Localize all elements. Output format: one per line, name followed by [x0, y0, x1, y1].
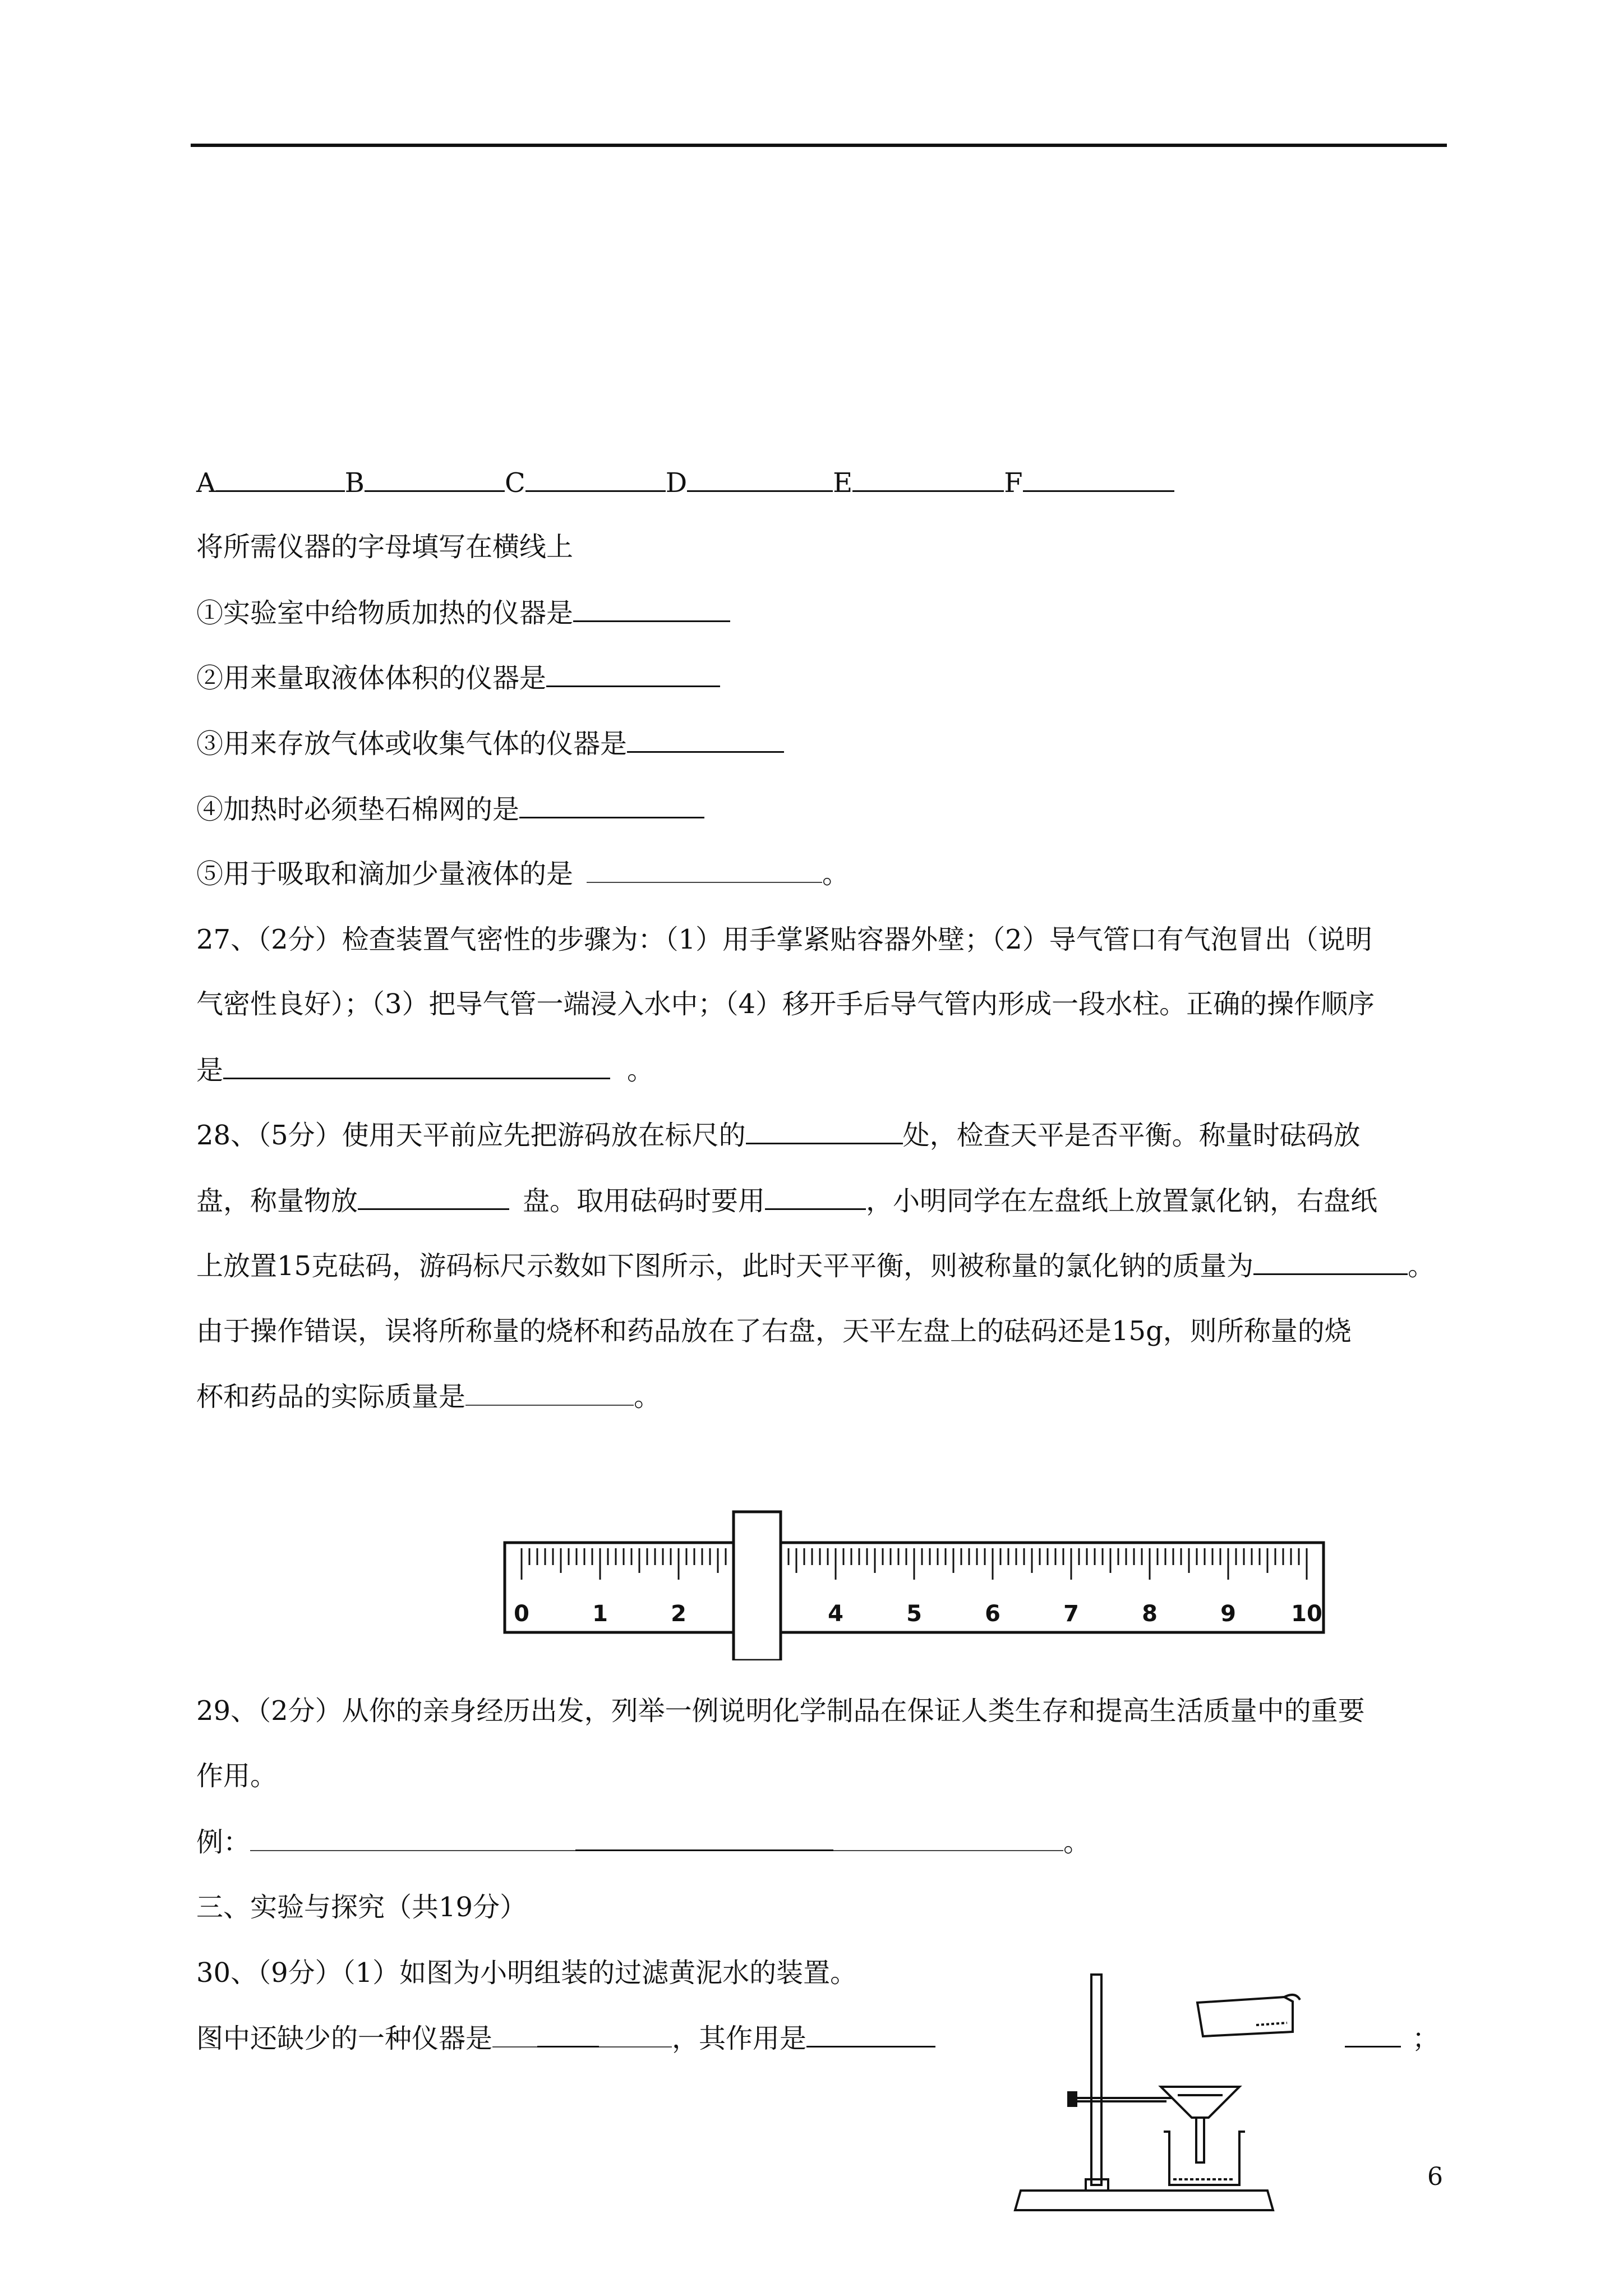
q28-text: ，小明同学在左盘纸上放置氯化钠，右盘纸	[866, 1185, 1378, 1217]
end-mark: 。	[1408, 1250, 1435, 1282]
answer-blank[interactable]	[587, 857, 822, 883]
answer-blank[interactable]	[765, 1184, 866, 1210]
answer-blank[interactable]	[806, 2021, 935, 2047]
answer-blank[interactable]	[599, 2022, 672, 2047]
answer-blank[interactable]	[365, 466, 505, 492]
q26-item	[196, 792, 704, 826]
q28-text: 盘。取用砝码时要用	[523, 1185, 766, 1217]
answer-blank[interactable]	[1023, 466, 1174, 492]
choice-letter: B	[344, 467, 365, 499]
q26-item-text: ③用来存放气体或收集气体的仪器是	[196, 728, 628, 760]
answer-blank[interactable]	[627, 726, 784, 753]
answer-blank[interactable]	[525, 466, 666, 492]
answer-blank[interactable]	[358, 1184, 509, 1210]
funnel-stem	[1196, 2118, 1204, 2162]
q28-line	[196, 1380, 661, 1414]
ruler-label: 2	[671, 1601, 686, 1627]
q28-line: 由于操作错误，误将所称量的烧杯和药品放在了右盘，天平左盘上的砝码还是15g，则所称量的烧	[196, 1315, 1352, 1347]
q30-text: 图中还缺少的一种仪器是	[196, 2023, 493, 2054]
q27-prefix: 是	[196, 1055, 224, 1086]
q26-instruction: 将所需仪器的字母填写在横线上	[196, 531, 574, 563]
ruler-label: 0	[514, 1601, 529, 1627]
answer-blank[interactable]	[575, 1825, 833, 1851]
answer-blank[interactable]	[833, 1825, 1063, 1851]
choice-letter: E	[833, 467, 853, 499]
pouring-beaker	[1197, 1997, 1293, 2036]
q30-line	[196, 2021, 935, 2055]
answer-blank[interactable]	[250, 1825, 575, 1851]
answer-blank[interactable]	[687, 466, 833, 492]
q26-item	[196, 661, 720, 695]
q28-text: 上放置15克砝码，游码标尺示数如下图所示，此时天平平衡，则被称量的氯化钠的质量为	[196, 1250, 1254, 1282]
answer-blank[interactable]	[223, 1053, 610, 1079]
q30-text: ，其作用是	[672, 2023, 807, 2054]
q28-text: 盘，称量物放	[196, 1185, 358, 1217]
funnel	[1161, 2087, 1239, 2118]
q30-line: 30、（9分）（1）如图为小明组装的过滤黄泥水的装置。	[196, 1957, 857, 1989]
q29-prefix: 例：	[196, 1826, 251, 1858]
answer-blank[interactable]	[537, 2021, 599, 2047]
filtration-apparatus	[1009, 1969, 1402, 2227]
answer-blank[interactable]	[1253, 1249, 1408, 1275]
q27-line: 27、（2分）检查装置气密性的步骤为：（1）用手掌紧贴容器外壁；（2）导气管口有气泡冒出（说明	[196, 924, 1372, 955]
choice-letter: C	[504, 467, 525, 499]
q28-text: 处，检查天平是否平衡。称量时砝码放	[902, 1120, 1361, 1151]
choice-letter: D	[665, 467, 688, 499]
balance-rider-scale	[499, 1503, 1329, 1660]
q27-line	[196, 1053, 654, 1087]
choice-row	[196, 466, 1174, 500]
header-rule	[191, 144, 1447, 147]
end-mark: ；	[1412, 2023, 1440, 2054]
q26-item	[196, 857, 849, 891]
q29-line: 作用。	[196, 1760, 278, 1792]
end-mark: 。	[634, 1381, 661, 1412]
answer-blank[interactable]	[746, 1118, 903, 1144]
ruler-label: 10	[1291, 1601, 1322, 1627]
end-mark: 。	[627, 1055, 654, 1086]
q26-item-text: ②用来量取液体体积的仪器是	[196, 662, 547, 694]
ruler-rider	[734, 1512, 781, 1660]
answer-blank[interactable]	[465, 1380, 634, 1406]
clamp-knob	[1068, 2092, 1076, 2106]
answer-blank[interactable]	[216, 466, 345, 492]
q26-item-text: ④加热时必须垫石棉网的是	[196, 794, 520, 825]
stand-base	[1015, 2191, 1273, 2210]
choice-letter: F	[1004, 467, 1023, 499]
ruler-label: 7	[1063, 1601, 1079, 1627]
page-number: 6	[1427, 2162, 1443, 2191]
ruler-label: 5	[906, 1601, 922, 1627]
ruler-label: 6	[985, 1601, 1000, 1627]
choice-letter: A	[196, 467, 216, 499]
q28-line	[196, 1249, 1435, 1283]
ruler-label: 9	[1220, 1601, 1236, 1627]
section-heading: 三、实验与探究（共19分）	[196, 1892, 527, 1923]
q26-item-text: ⑤用于吸取和滴加少量液体的是	[196, 858, 574, 890]
q29-line: 29、（2分）从你的亲身经历出发，列举一例说明化学制品在保证人类生存和提高生活质量中的重要	[196, 1695, 1365, 1727]
q28-text: 杯和药品的实际质量是	[196, 1381, 466, 1412]
q26-item	[196, 596, 730, 630]
stand-rod	[1091, 1975, 1101, 2185]
answer-blank[interactable]	[852, 466, 1004, 492]
answer-blank[interactable]	[573, 596, 730, 622]
ruler-label: 4	[828, 1601, 843, 1627]
answer-blank[interactable]	[492, 2022, 537, 2047]
q28-line	[196, 1118, 1361, 1152]
ruler-label: 8	[1142, 1601, 1158, 1627]
q28-line	[196, 1184, 1377, 1218]
end-mark: 。	[822, 858, 850, 890]
answer-blank[interactable]	[519, 792, 704, 818]
q28-text: 28、（5分）使用天平前应先把游码放在标尺的	[196, 1120, 746, 1151]
q26-item-text: ①实验室中给物质加热的仪器是	[196, 597, 574, 629]
q27-line: 气密性良好）；（3）把导气管一端浸入水中；（4）移开手后导气管内形成一段水柱。正确的操作顺序	[196, 988, 1375, 1020]
q26-item	[196, 726, 784, 761]
end-mark: 。	[1063, 1826, 1091, 1858]
answer-blank[interactable]	[546, 661, 720, 687]
q29-line	[196, 1825, 1090, 1859]
ruler-label: 1	[592, 1601, 608, 1627]
